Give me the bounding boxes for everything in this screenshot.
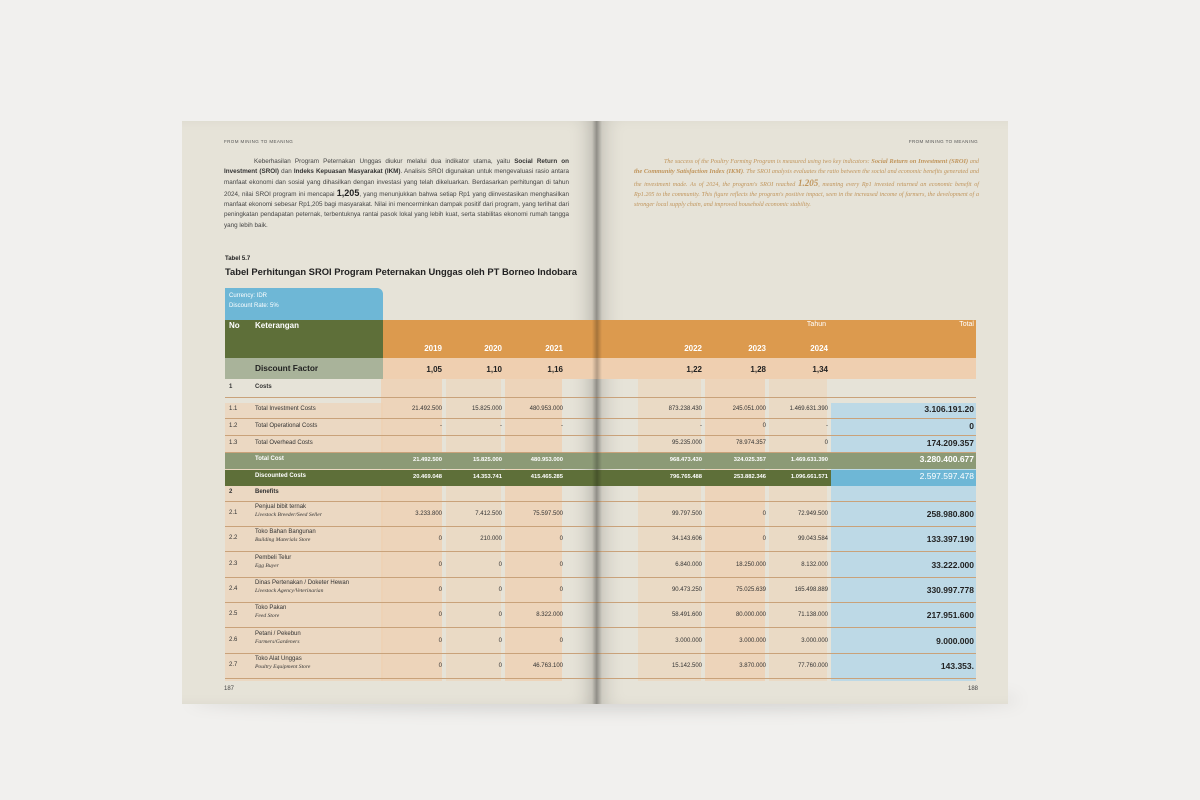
total-cost-value: 15.825.000	[472, 457, 502, 463]
running-head-right: FROM MINING TO MEANING	[908, 139, 978, 144]
benefit-row-total: 143.353.	[940, 660, 974, 671]
cost-row-total: 0	[969, 421, 974, 431]
discount-rate-text: Discount Rate: 5%	[229, 303, 279, 309]
benefit-row-value: 8.132.000	[801, 561, 828, 568]
running-head-left: FROM MINING TO MEANING	[224, 139, 294, 144]
benefit-row-value: 75.597.500	[532, 511, 563, 517]
benefit-row-label: Toko Pakan Feed Store	[255, 605, 415, 619]
discounted-costs-total: 2.597.597.478	[919, 471, 974, 481]
benefit-row-value: 3.000.000	[739, 637, 766, 644]
costs-number: 1	[229, 384, 233, 390]
discount-factor-2024: 1,34	[812, 365, 828, 374]
discount-factor-label: Discount Factor	[255, 363, 319, 373]
benefit-row-value: 75.025.639	[735, 586, 766, 593]
benefit-row-value: 15.142.500	[671, 662, 702, 669]
cost-row-value: 0	[824, 440, 828, 446]
benefit-row-number: 2.1	[229, 510, 238, 516]
benefit-row-value: 0	[438, 637, 442, 644]
benefit-row-value: 0	[498, 586, 502, 593]
benefit-row-value: 0	[559, 536, 563, 543]
total-cost-value: 21.492.500	[412, 457, 442, 463]
benefit-row-value: 77.760.000	[797, 662, 828, 669]
benefit-row-number: 2.7	[229, 661, 238, 668]
cost-row-total: 174.209.357	[926, 438, 974, 448]
benefits-label: Benefits	[255, 489, 279, 495]
cost-row-value: 78.974.357	[735, 440, 766, 446]
cost-row-value: -	[500, 423, 502, 429]
benefit-row-value: 0	[438, 586, 442, 593]
discounted-cost-value: 796.765.488	[669, 474, 702, 480]
benefit-row-value: 99.043.584	[797, 536, 828, 543]
currency-text: Currency: IDR	[229, 293, 268, 299]
year-2021: 2021	[545, 344, 563, 353]
cost-row-label: Total Operational Costs	[255, 423, 318, 429]
cost-row-value: -	[440, 423, 442, 429]
cost-row-value: 1.469.631.390	[789, 406, 828, 412]
benefit-row-value: 165.498.889	[794, 586, 828, 593]
cost-row-value: 245.051.000	[732, 406, 766, 412]
discounted-cost-value: 1.096.661.571	[790, 474, 828, 480]
benefit-row-label: Toko Alat Unggas Poultry Equipment Store	[255, 656, 415, 670]
year-2019: 2019	[424, 344, 442, 353]
benefit-row-value: 8.322.000	[536, 612, 563, 619]
cost-row-value: 0	[762, 423, 766, 429]
cost-row-value: 95.235.000	[671, 440, 702, 446]
header-total: Total	[959, 321, 974, 328]
benefit-row-number: 2.3	[229, 560, 238, 567]
benefit-row-english-label: Farmers/Gardeners	[255, 638, 300, 645]
header-no: No	[229, 321, 240, 330]
cost-row-label: Total Overhead Costs	[255, 440, 313, 446]
benefit-row-number: 2.4	[229, 585, 238, 592]
benefit-row-value: 0	[762, 511, 766, 517]
total-cost-value: 324.025.357	[733, 457, 766, 463]
cost-row-value: 480.953.000	[529, 406, 563, 412]
discounted-cost-value: 253.882.346	[733, 474, 766, 480]
cost-row-value: 873.238.430	[668, 406, 702, 412]
benefit-row-english-label: Poultry Equipment Store	[255, 663, 311, 670]
benefit-row-english-label: Building Materials Store	[255, 537, 311, 544]
cost-row-value: -	[826, 423, 828, 429]
benefit-row-label: Dinas Pertenakan / Doketer Hewan Livestock Agency/Veterinarian	[255, 580, 415, 594]
total-cost-value: 968.473.430	[669, 457, 702, 463]
benefit-row-value: 58.491.600	[671, 612, 702, 619]
indonesian-paragraph: Keberhasilan Program Peternakan Unggas diukur melalui dua indikator utama, yaitu Social Return on Investment (SROI) dan Indeks Kepuasan Masyarakat (IKM). Analisis SROI digunakan untuk mengevaluasi rasio antara manfaat ekonomi dan sosial yang dihasilkan dengan investasi yang telah dikeluarkan. Berdasarkan perhitungan di tahun 2024, nilai SROI program ini mencapai 1,205, yang menunjukkan bahwa setiap Rp1 yang diinvestasikan menghasilkan manfaat ekonomi sebesar Rp1,205 bagi masyarakat. Nilai ini mencerminkan dampak positif dari program, yang terlihat dari peningkatan pendapatan peternak, terbentuknya rantai pasok lokal yang lebih kuat, serta stabilitas ekonomi rumah tangga yang lebih baik.	[224, 158, 570, 229]
table-label: Tabel 5.7	[225, 256, 251, 262]
benefit-row-number: 2.2	[229, 535, 238, 542]
benefit-row-label: Toko Bahan Bangunan Building Materials Store	[255, 529, 415, 543]
benefit-row-label: Petani / Pekebun Farmers/Gardeners	[255, 631, 415, 645]
benefit-row-value: 3.000.000	[675, 637, 702, 644]
cost-row-label: Total Investment Costs	[255, 406, 316, 412]
year-2020: 2020	[484, 344, 502, 353]
year-2023: 2023	[748, 344, 766, 353]
benefit-row-value: 0	[438, 662, 442, 669]
benefit-row-total: 9.000.000	[936, 635, 974, 646]
benefit-row-value: 0	[438, 561, 442, 568]
benefit-row-english-label: Livestock Breeder/Seed Seller	[255, 512, 322, 518]
discount-factor-2019: 1,05	[426, 365, 442, 374]
benefit-row-value: 0	[559, 586, 563, 593]
benefit-row-value: 3.233.800	[415, 511, 442, 517]
benefit-row-value: 0	[498, 637, 502, 644]
book-spine	[592, 121, 602, 704]
table-title: Tabel Perhitungan SROI Program Peternakan Unggas oleh PT Borneo Indobara	[225, 266, 577, 277]
cost-row-value: 15.825.000	[471, 406, 502, 412]
total-cost-total: 3.280.400.677	[919, 454, 974, 464]
discounted-cost-value: 415.465.285	[530, 474, 563, 480]
benefit-row-value: 71.138.000	[797, 612, 828, 619]
benefit-row-label: Pembeli Telur Egg Buyer	[255, 555, 415, 569]
benefit-row-value: 34.143.606	[671, 536, 702, 543]
benefit-row-value: 46.763.100	[532, 662, 563, 669]
cost-row-total: 3.106.191.20	[924, 404, 974, 414]
benefit-row-value: 90.473.250	[671, 586, 702, 593]
benefit-row-value: 0	[559, 637, 563, 644]
benefit-row-value: 210.000	[480, 536, 502, 543]
english-paragraph: The success of the Poultry Farming Program is measured using two key indicators: Social Return on Investment (SROI) and the Community Satisfaction Index (IKM). The SROI analysis evaluates the ratio between the social and economic benefits generated and the investment made. As of 2024, the program's SROI reached 1.205, meaning every Rp1 invested returned an economic benefit of Rp1.205 to the community. This figure reflects the program's positive impact, seen in the increased income of farmers, the development of a stronger local supply chain, and improved household economic stability.	[634, 158, 979, 209]
benefit-row-total: 33.222.000	[931, 559, 974, 570]
discount-factor-2021: 1,16	[547, 365, 563, 374]
benefit-row-value: 7.412.500	[475, 511, 502, 517]
total-cost-label: Total Cost	[255, 456, 284, 462]
benefit-row-value: 0	[559, 561, 563, 568]
benefit-row-english-label: Livestock Agency/Veterinarian	[255, 587, 324, 594]
benefit-row-value: 0	[498, 561, 502, 568]
discount-factor-2020: 1,10	[486, 365, 502, 374]
benefit-row-number: 2.5	[229, 611, 238, 618]
benefit-row-total: 133.397.190	[926, 534, 974, 545]
cost-row-number: 1.2	[229, 423, 238, 429]
page-number-right: 188	[967, 686, 978, 692]
year-2024: 2024	[810, 344, 828, 353]
discount-factor-2022: 1,22	[686, 365, 702, 374]
benefit-row-value: 0	[438, 612, 442, 619]
benefit-row-value: 3.870.000	[739, 662, 766, 669]
cost-row-number: 1.1	[229, 406, 238, 412]
benefit-row-value: 0	[762, 536, 766, 543]
cost-row-value: -	[561, 423, 563, 429]
benefit-row-label: Penjual bibit ternak Livestock Breeder/Seed Seller	[255, 504, 415, 518]
discounted-costs-label: Discounted Costs	[255, 473, 307, 479]
benefit-row-english-label: Feed Store	[255, 613, 280, 620]
benefit-row-value: 18.250.000	[735, 561, 766, 568]
discounted-cost-value: 14.353.741	[472, 474, 502, 480]
benefit-row-total: 330.997.778	[926, 584, 974, 595]
discounted-cost-value: 20.469.048	[412, 474, 442, 480]
cost-row-value: 21.492.500	[411, 406, 442, 412]
benefit-row-number: 2.6	[229, 636, 238, 643]
benefits-number: 2	[229, 489, 233, 495]
benefit-row-value: 6.840.000	[675, 561, 702, 568]
benefit-row-value: 0	[438, 536, 442, 543]
benefit-row-total: 217.951.600	[926, 610, 974, 621]
page-number-left: 187	[224, 686, 235, 692]
header-keterangan: Keterangan	[255, 321, 300, 330]
total-cost-value: 480.953.000	[530, 457, 563, 463]
costs-label: Costs	[255, 384, 272, 390]
benefit-row-value: 0	[498, 612, 502, 619]
benefit-row-value: 99.797.500	[671, 511, 702, 517]
cost-row-number: 1.3	[229, 440, 238, 446]
benefit-row-english-label: Egg Buyer	[255, 562, 279, 569]
cost-row-value: -	[700, 423, 702, 429]
benefit-row-value: 80.000.000	[735, 612, 766, 619]
header-tahun: Tahun	[806, 321, 826, 328]
total-cost-value: 1.469.631.390	[790, 457, 828, 463]
benefit-row-value: 72.949.500	[797, 511, 828, 517]
discount-factor-2023: 1,28	[750, 365, 766, 374]
year-2022: 2022	[684, 344, 702, 353]
open-book	[182, 121, 1008, 704]
benefit-row-total: 258.980.800	[926, 509, 974, 519]
benefit-row-value: 0	[498, 662, 502, 669]
benefit-row-value: 3.000.000	[801, 637, 828, 644]
